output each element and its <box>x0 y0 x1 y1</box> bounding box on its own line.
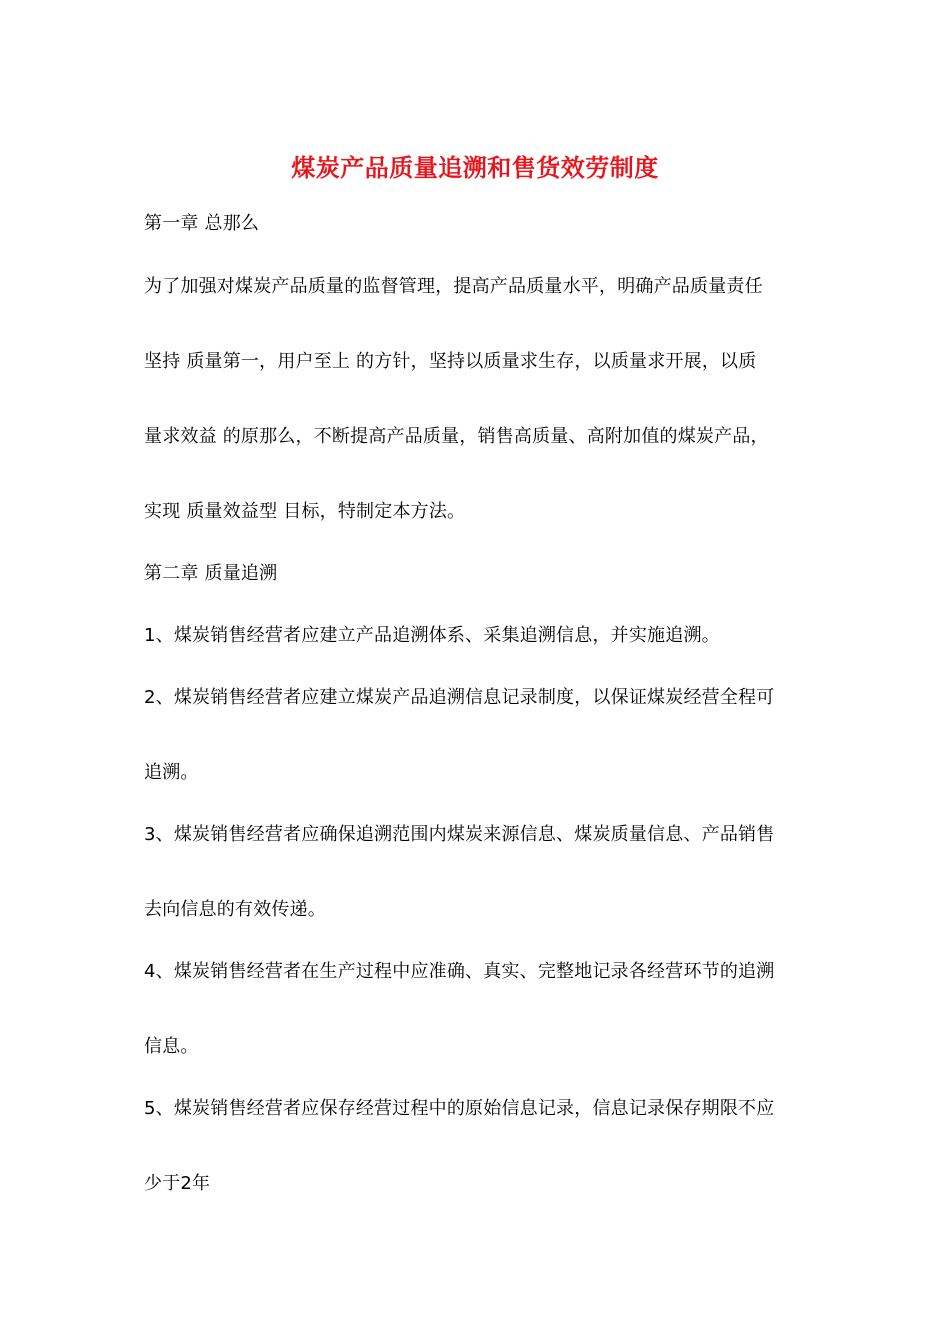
document-title: 煤炭产品质量追溯和售货效劳制度 <box>291 153 659 182</box>
item-4-line-2: 信息。 <box>144 1036 199 1057</box>
item-5-line-2: 少于2年 <box>144 1173 211 1194</box>
chapter-1-paragraph-line-1: 为了加强对煤炭产品质量的监督管理，提高产品质量水平，明确产品质量责任 <box>144 276 763 297</box>
item-2-line-1: 2、煤炭销售经营者应建立煤炭产品追溯信息记录制度，以保证煤炭经营全程可 <box>144 687 775 708</box>
chapter-1-heading: 第一章 总那么 <box>144 213 260 234</box>
chapter-2-heading: 第二章 质量追溯 <box>144 563 278 584</box>
item-1-line-1: 1、煤炭销售经营者应建立产品追溯体系、采集追溯信息，并实施追溯。 <box>144 625 720 646</box>
chapter-1-paragraph-line-3: 量求效益 的原那么，不断提高产品质量，销售高质量、高附加值的煤炭产品， <box>144 426 769 447</box>
chapter-1-paragraph-line-4: 实现 质量效益型 目标，特制定本方法。 <box>144 501 466 522</box>
item-2-line-2: 追溯。 <box>144 762 199 783</box>
item-3-line-1: 3、煤炭销售经营者应确保追溯范围内煤炭来源信息、煤炭质量信息、产品销售 <box>144 824 775 845</box>
item-4-line-1: 4、煤炭销售经营者在生产过程中应准确、真实、完整地记录各经营环节的追溯 <box>144 961 775 982</box>
item-3-line-2: 去向信息的有效传递。 <box>144 899 326 920</box>
chapter-1-paragraph-line-2: 坚持 质量第一，用户至上 的方针，坚持以质量求生存，以质量求开展，以质 <box>144 351 757 372</box>
item-5-line-1: 5、煤炭销售经营者应保存经营过程中的原始信息记录，信息记录保存期限不应 <box>144 1098 775 1119</box>
